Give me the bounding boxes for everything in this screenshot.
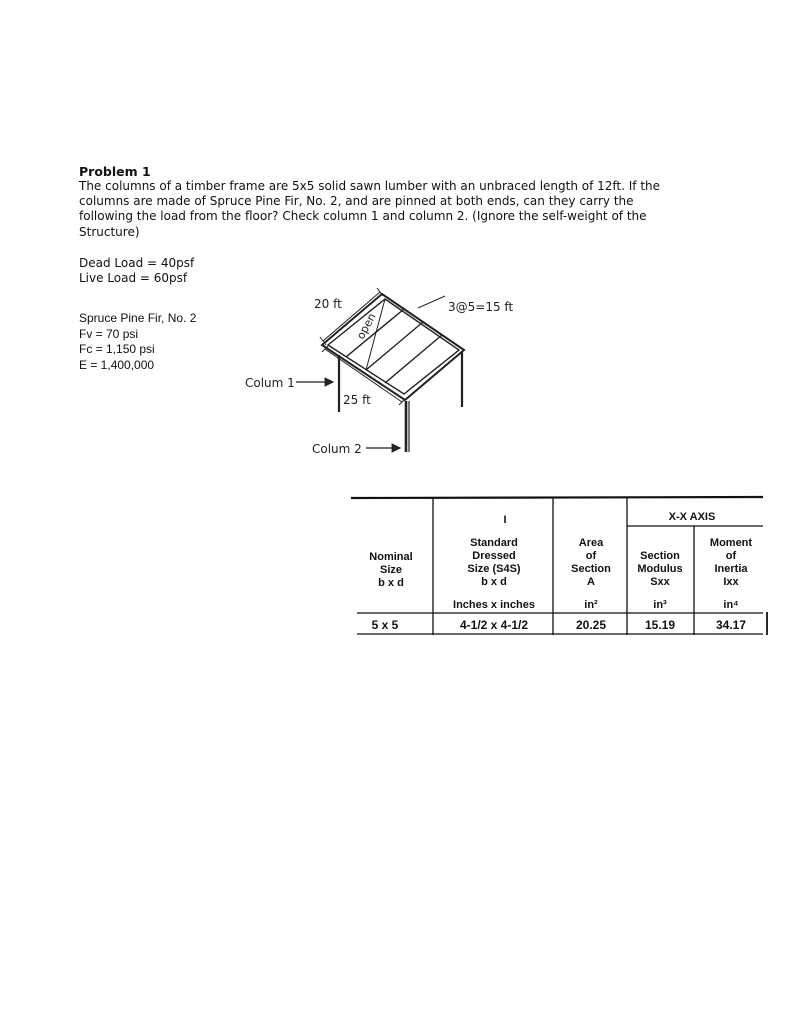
nominal-h2: Size xyxy=(379,564,403,576)
area-h4: A xyxy=(587,576,595,588)
area-h2: of xyxy=(585,550,597,562)
header-tick: I xyxy=(503,514,507,526)
xx-axis-header: X-X AXIS xyxy=(668,511,716,523)
row-inertia: 34.17 xyxy=(715,618,747,632)
material-e: E = 1,400,000 xyxy=(79,357,155,372)
problem-statement: The columns of a timber frame are 5x5 solid sawn lumber with an unbraced length of 12ft. If the columns are made of Spruce Pine Fir, No. 2, and are pinned at both ends, can they carry the following the load from the floor? Check column 1 and column 2. (Ignore the self-weight of the Structure) xyxy=(79,179,661,239)
standard-h2: Dressed xyxy=(472,550,516,562)
open-bay-label: open xyxy=(354,311,379,342)
live-load: Live Load = 60psf xyxy=(79,271,188,285)
timber-frame-figure xyxy=(230,282,514,462)
nominal-h3: b x d xyxy=(378,577,404,589)
inertia-h5: in⁴ xyxy=(723,599,739,611)
material-fv: Fv = 70 psi xyxy=(79,326,139,341)
section-properties-table xyxy=(351,492,771,642)
dim-spacing-label: 3@5=15 ft xyxy=(448,300,514,314)
modulus-h3: Sxx xyxy=(650,576,670,588)
dead-load: Dead Load = 40psf xyxy=(79,256,195,270)
dim-depth-label: 20 ft xyxy=(314,297,342,311)
modulus-h2: Modulus xyxy=(637,563,683,575)
inertia-h1: Moment xyxy=(709,537,753,549)
modulus-h4: in³ xyxy=(653,599,667,611)
standard-h3: Size (S4S) xyxy=(467,563,521,575)
area-h1: Area xyxy=(578,537,604,549)
area-h5: in² xyxy=(584,599,598,611)
material-name: Spruce Pine Fir, No. 2 xyxy=(79,311,197,325)
dim-width-label: 25 ft xyxy=(343,393,371,407)
problem-title: Problem 1 xyxy=(79,164,151,179)
row-area: 20.25 xyxy=(575,618,607,632)
area-h3: Section xyxy=(571,563,611,575)
nominal-h1: Nominal xyxy=(369,551,413,563)
column-1-label: Colum 1 xyxy=(245,376,295,390)
material-block xyxy=(79,311,196,373)
inertia-h2: of xyxy=(725,550,737,562)
material-fc: Fc = 1,150 psi xyxy=(79,342,155,356)
inertia-h3: Inertia xyxy=(714,563,748,575)
standard-h5: Inches x inches xyxy=(453,599,535,611)
inertia-h4: Ixx xyxy=(723,576,739,588)
row-standard: 4-1/2 x 4-1/2 xyxy=(459,618,529,632)
column-2-label: Colum 2 xyxy=(312,442,362,456)
row-nominal: 5 x 5 xyxy=(371,618,399,632)
standard-h1: Standard xyxy=(470,537,518,549)
row-modulus: 15.19 xyxy=(644,618,676,632)
modulus-h1: Section xyxy=(640,550,680,562)
loads-block xyxy=(79,256,194,286)
standard-h4: b x d xyxy=(481,576,507,588)
